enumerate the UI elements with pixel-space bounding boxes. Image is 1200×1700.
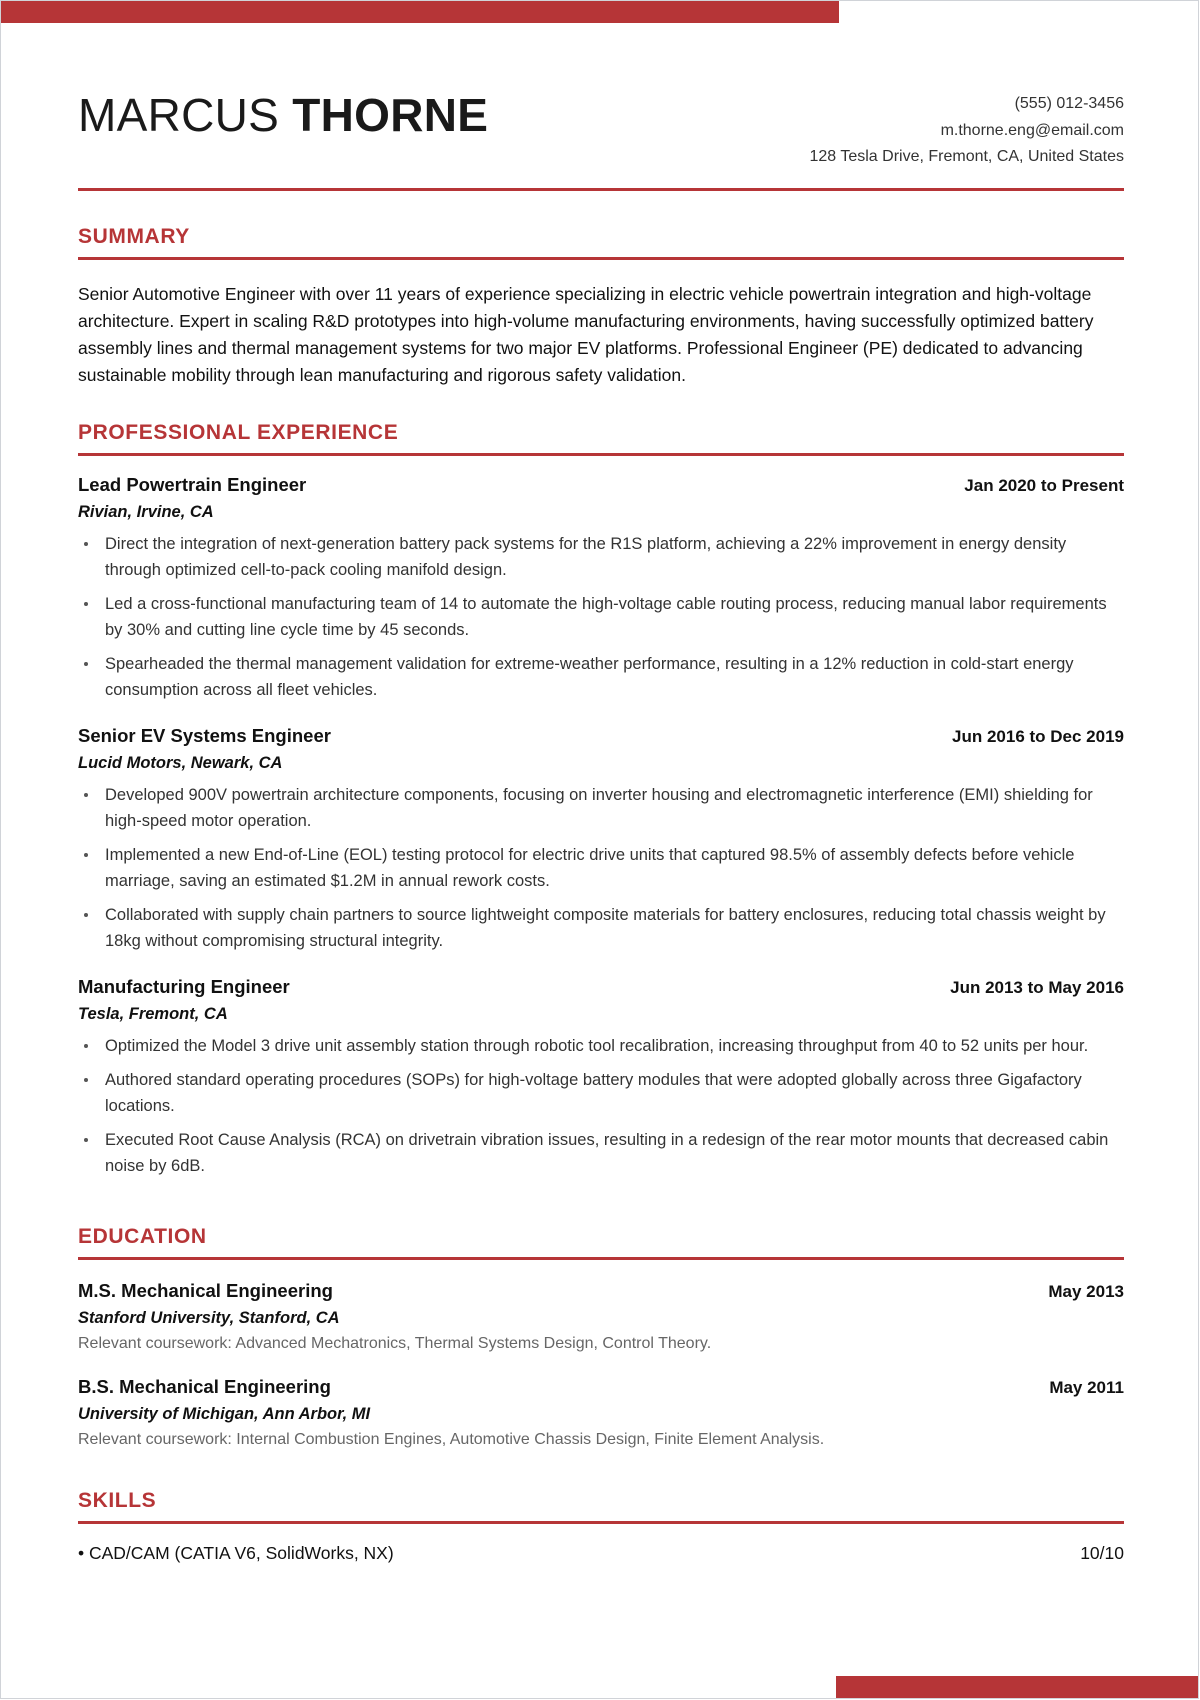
last-name: THORNE — [292, 89, 489, 141]
coursework-text: Relevant coursework: Advanced Mechatronics, Thermal Systems Design, Control Theory. — [78, 1335, 712, 1352]
job-dates: Jan 2020 to Present — [964, 476, 1124, 495]
coursework-text: Relevant coursework: Internal Combustion Engines, Automotive Chassis Design, Finite Element Analysis. — [78, 1431, 825, 1448]
job-entry — [78, 974, 1124, 1179]
resume-content — [78, 1, 1124, 1566]
job-bullets — [78, 531, 1124, 703]
job-bullet: Developed 900V powertrain architecture components, focusing on inverter housing and electromagnetic interference (EMI) shielding for high-speed motor operation. — [78, 782, 1124, 834]
education-header — [78, 1278, 1124, 1305]
job-title: Manufacturing Engineer — [78, 976, 290, 997]
job-title: Senior EV Systems Engineer — [78, 725, 331, 746]
section-title-experience: PROFESSIONAL EXPERIENCE — [78, 419, 1124, 456]
job-bullet: Optimized the Model 3 drive unit assembly station through robotic tool recalibration, increasing throughput from 40 to 52 units per hour. — [78, 1033, 1124, 1059]
graduation-date: May 2013 — [1048, 1282, 1124, 1301]
experience-list — [78, 456, 1124, 1179]
school-name: University of Michigan, Ann Arbor, MI — [78, 1405, 371, 1423]
job-bullet: Led a cross-functional manufacturing team of 14 to automate the high-voltage cable routing process, reducing manual labor requirements by 30% and cutting line cycle time by 45 seconds. — [78, 591, 1124, 643]
education-entry — [78, 1278, 1124, 1357]
job-company: Rivian, Irvine, CA — [78, 503, 214, 521]
skill-name: • CAD/CAM (CATIA V6, SolidWorks, NX) — [78, 1543, 394, 1563]
job-bullet: Executed Root Cause Analysis (RCA) on drivetrain vibration issues, resulting in a redesign of the rear motor mounts that decreased cabin noise by 6dB. — [78, 1127, 1124, 1179]
graduation-date: May 2011 — [1049, 1378, 1124, 1397]
skills-section — [78, 1453, 1124, 1566]
job-header — [78, 974, 1124, 1001]
degree-name: B.S. Mechanical Engineering — [78, 1376, 331, 1397]
job-bullet: Implemented a new End-of-Line (EOL) testing protocol for electric drive units that captured 98.5% of assembly defects before vehicle marriage, saving an estimated $1.2M in annual rework costs. — [78, 842, 1124, 894]
contact-info — [809, 91, 1124, 171]
bottom-accent-bar — [836, 1676, 1198, 1698]
job-bullet: Direct the integration of next-generation battery pack systems for the R1S platform, achieving a 22% improvement in energy density through optimized cell-to-pack cooling manifold design. — [78, 531, 1124, 583]
job-dates: Jun 2013 to May 2016 — [950, 978, 1124, 997]
job-header — [78, 472, 1124, 499]
job-dates: Jun 2016 to Dec 2019 — [952, 727, 1124, 746]
job-title: Lead Powertrain Engineer — [78, 474, 307, 495]
job-company: Lucid Motors, Newark, CA — [78, 754, 283, 772]
job-bullet: Authored standard operating procedures (SOPs) for high-voltage battery modules that were adopted globally across three Gigafactory locations. — [78, 1067, 1124, 1119]
education-header — [78, 1374, 1124, 1401]
postal-address: 128 Tesla Drive, Fremont, CA, United States — [809, 148, 1124, 165]
skill-item — [78, 1540, 1124, 1566]
resume-header — [78, 1, 1124, 191]
education-list — [78, 1260, 1124, 1453]
education-entry — [78, 1374, 1124, 1453]
job-bullet: Collaborated with supply chain partners to source lightweight composite materials for battery enclosures, reducing total chassis weight by 18kg without compromising structural integrity. — [78, 902, 1124, 954]
education-section — [78, 1187, 1124, 1453]
job-entry — [78, 723, 1124, 954]
degree-name: M.S. Mechanical Engineering — [78, 1280, 333, 1301]
summary-section — [78, 191, 1124, 389]
job-header — [78, 723, 1124, 750]
job-bullet: Spearheaded the thermal management validation for extreme-weather performance, resulting in a 12% reduction in cold-start energy consumption across all fleet vehicles. — [78, 651, 1124, 703]
section-title-education: EDUCATION — [78, 1223, 1124, 1260]
job-bullets — [78, 782, 1124, 954]
job-bullets — [78, 1033, 1124, 1179]
experience-section — [78, 389, 1124, 1179]
job-company: Tesla, Fremont, CA — [78, 1005, 228, 1023]
summary-text: Senior Automotive Engineer with over 11 years of experience specializing in electric vehicle powertrain integration and high-voltage architecture. Expert in scaling R&D prototypes into high-volume manufacturing environments, having successfully optimized battery assembly lines and thermal management systems for two major EV platforms. Professional Engineer (PE) dedicated to advancing sustainable mobility through lean manufacturing and rigorous safety validation. — [78, 284, 1094, 385]
candidate-name — [78, 85, 488, 145]
job-entry — [78, 472, 1124, 703]
phone-number: (555) 012-3456 — [1014, 95, 1124, 112]
skill-rating: 10/10 — [1080, 1543, 1124, 1563]
email-address: m.thorne.eng@email.com — [940, 121, 1124, 139]
section-title-skills: SKILLS — [78, 1487, 1124, 1524]
first-name: MARCUS — [78, 89, 280, 141]
section-title-summary: SUMMARY — [78, 223, 1124, 260]
school-name: Stanford University, Stanford, CA — [78, 1309, 340, 1327]
